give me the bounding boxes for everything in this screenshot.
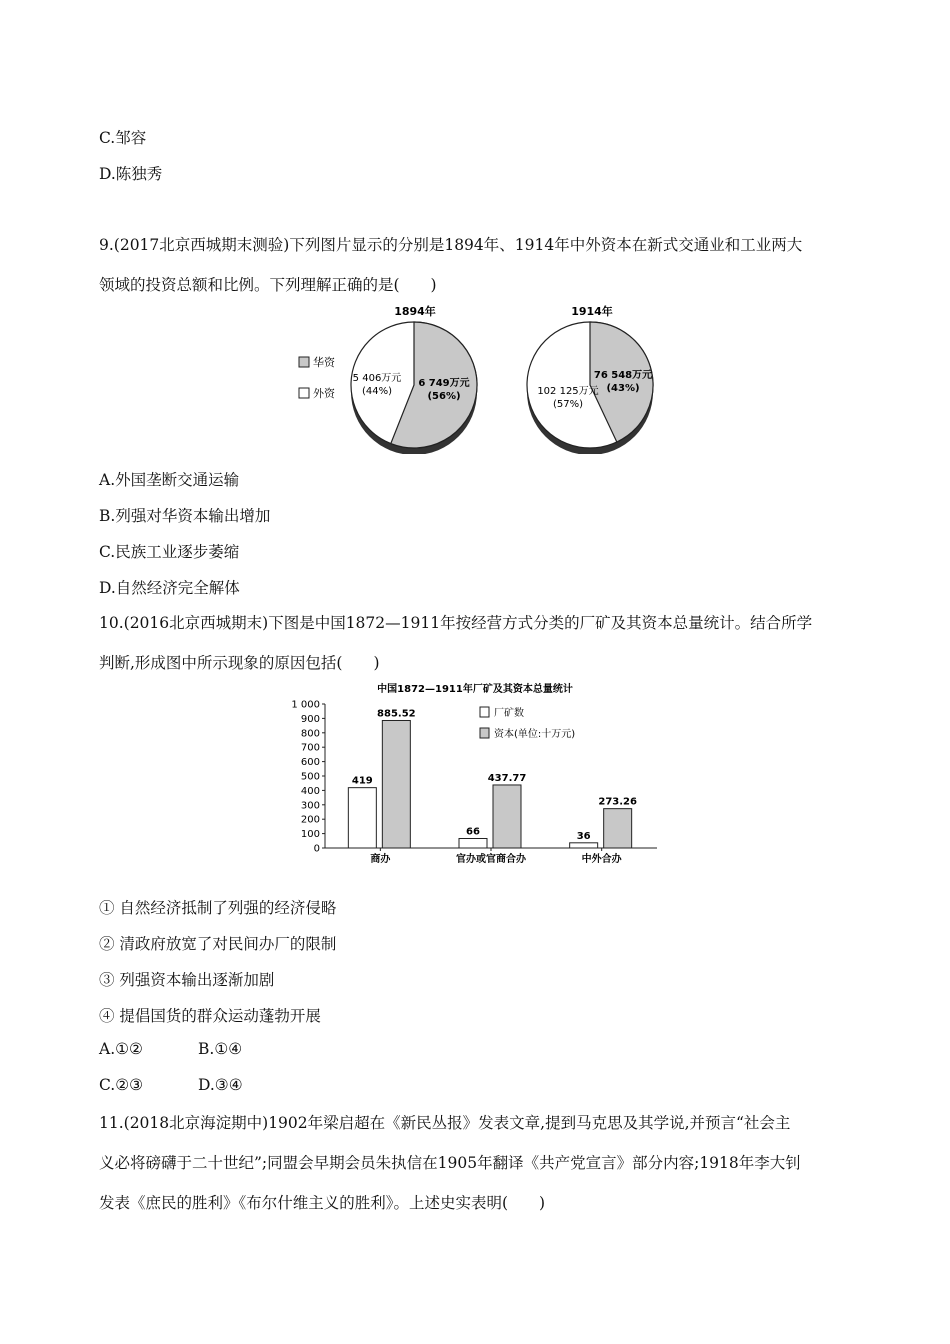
bar-chart-svg — [285, 680, 665, 870]
y-tick-label: 200 — [300, 814, 320, 826]
option-d: D.陈独秀 — [99, 165, 163, 183]
q9-stem-line1: 9.(2017北京西城期末测验)下列图片显示的分别是1894年、1914年中外资本在新式交通业和工业两大 — [99, 236, 803, 254]
q10-option-c: C.②③ — [99, 1076, 144, 1094]
q10-stem-line1: 10.(2016北京西城期末)下图是中国1872—1911年按经营方式分类的厂矿及其资本总量统计。结合所学 — [99, 614, 813, 632]
chart-title: 中国1872—1911年厂矿及其资本总量统计 — [377, 684, 573, 695]
x-category-label: 官办或官商合办 — [456, 854, 526, 865]
q11-line2: 义必将磅礴于二十世纪”;同盟会早期会员朱执信在1905年翻译《共产党宣言》部分内容;1918年李大钊 — [99, 1154, 801, 1172]
bar-value-label: 36 — [576, 830, 591, 842]
bar — [382, 720, 410, 848]
x-category-label: 商办 — [370, 854, 391, 865]
bar — [459, 838, 487, 848]
q10-item-4: ④ 提倡国货的群众运动蓬勃开展 — [99, 1007, 321, 1025]
q10-option-a: A.①② — [99, 1040, 143, 1058]
bar — [493, 785, 521, 848]
bar — [570, 843, 598, 848]
q9-pie-figure — [290, 302, 670, 454]
y-tick-label: 1 000 — [291, 699, 320, 711]
q10-stem-line2: 判断,形成图中所示现象的原因包括( ) — [99, 654, 380, 672]
legend-swatch-capital — [480, 728, 489, 738]
bar-value-label: 419 — [351, 775, 373, 787]
pie-1914-year: 1914年 — [571, 305, 613, 318]
y-tick-label: 500 — [300, 771, 320, 783]
pie-1914-wai-value: 102 125万元 — [537, 386, 599, 397]
y-tick-label: 400 — [300, 785, 320, 797]
q11-line3: 发表《庶民的胜利》《布尔什维主义的胜利》。上述史实表明( ) — [99, 1194, 546, 1212]
pie-1914-hua-value: 76 548万元 — [593, 370, 653, 381]
q9-option-a: A.外国垄断交通运输 — [99, 471, 240, 489]
q11-line1: 11.(2018北京海淀期中)1902年梁启超在《新民丛报》发表文章,提到马克思及其学说,并预言“社会主 — [99, 1114, 791, 1132]
bar — [348, 788, 376, 848]
bar-value-label: 66 — [466, 826, 480, 838]
pie-1894-hua-pct: (56%) — [427, 391, 461, 402]
legend-swatch-wai — [299, 388, 309, 398]
pie-1894-wai-value: 5 406万元 — [352, 373, 402, 384]
pie-1894-wai-pct: (44%) — [361, 386, 393, 397]
legend-factories: 厂矿数 — [494, 708, 524, 719]
y-tick-label: 900 — [300, 713, 320, 725]
q10-option-b: B.①④ — [198, 1040, 243, 1058]
q10-item-1: ① 自然经济抵制了列强的经济侵略 — [99, 899, 337, 917]
y-tick-label: 300 — [300, 800, 320, 812]
q9-option-d: D.自然经济完全解体 — [99, 579, 240, 597]
pie-1914-hua-pct: (43%) — [606, 383, 640, 394]
q10-item-2: ② 清政府放宽了对民间办厂的限制 — [99, 935, 337, 953]
option-c: C.邹容 — [99, 129, 147, 147]
x-category-label: 中外合办 — [581, 854, 622, 865]
q10-item-3: ③ 列强资本输出逐渐加剧 — [99, 971, 275, 989]
pie-1914-wai-pct: (57%) — [552, 399, 584, 410]
legend-swatch-hua — [299, 357, 309, 367]
legend-capital: 资本(单位:十万元) — [494, 729, 576, 740]
y-tick-label: 100 — [300, 829, 320, 841]
y-tick-label: 700 — [300, 742, 320, 754]
y-tick-label: 600 — [300, 757, 320, 769]
q9-stem-line2: 领域的投资总额和比例。下列理解正确的是( ) — [99, 276, 437, 294]
bar-value-label: 273.26 — [598, 796, 637, 808]
pie-1894-year: 1894年 — [394, 305, 436, 318]
legend-swatch-factories — [480, 707, 489, 717]
legend-hua: 华资 — [313, 356, 335, 369]
y-tick-label: 800 — [300, 728, 320, 740]
bar-value-label: 885.52 — [377, 708, 416, 720]
legend-wai: 外资 — [313, 387, 335, 400]
q9-option-c: C.民族工业逐步萎缩 — [99, 543, 240, 561]
pie-1894-hua-value: 6 749万元 — [418, 378, 470, 389]
y-tick-label: 0 — [313, 843, 320, 855]
pie-charts — [290, 302, 670, 454]
bar — [604, 809, 632, 848]
bar-value-label: 437.77 — [487, 772, 527, 784]
q10-bar-chart — [285, 680, 665, 870]
q9-option-b: B.列强对华资本输出增加 — [99, 507, 271, 525]
q10-option-d: D.③④ — [198, 1076, 243, 1094]
